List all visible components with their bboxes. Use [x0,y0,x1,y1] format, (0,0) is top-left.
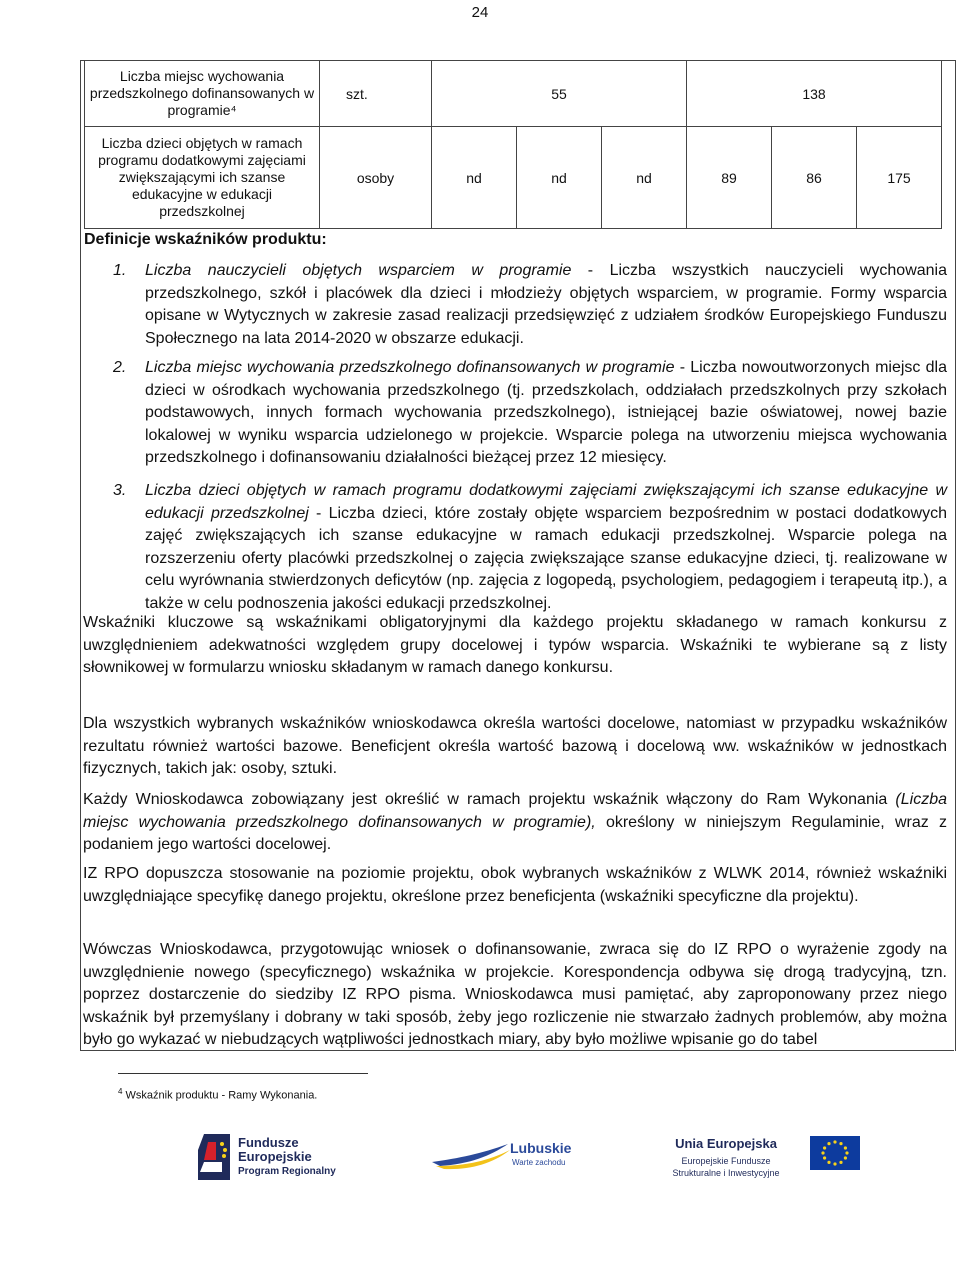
value-cell: 175 [857,127,942,229]
definition-text: - Liczba wszystkich nauczycieli wychowania przedszkolnego, szkół i placówek dla dzieci i młodzieży objętych wsparciem, w programie. Formy wsparcia opisane w Wytycznych w zakresie zasad realizacji przedsięwzięć z udziałem środków Europejskiego Funduszu Społecznego na lata 2014-2020 w obszarze edukacji. [145,262,948,347]
value-cell: 86 [772,127,857,229]
value-cell: nd [432,127,517,229]
fe-line1: Fundusze [238,1135,299,1150]
fe-line3: Program Regionalny [238,1166,336,1177]
definition-number: 1. [113,262,127,279]
footnote-rule [118,1073,368,1074]
indicator-label: Liczba dzieci objętych w ramach programu dodatkowymi zajęciami zwiększającymi ich szanse edukacyjne w edukacji przedszkolnej [85,127,320,229]
paragraph-text: określony w niniejszym Regulaminie, wraz z podaniem jego wartości docelowej. [83,813,947,853]
unit-cell: osoby [320,127,432,229]
definitions-title: Definicje wskaźników produktu: [84,231,327,248]
value-cell: nd [517,127,602,229]
footnote-text: Wskaźnik produktu - Ramy Wykonania. [122,1089,318,1102]
ue-line3: Strukturalne i Inwestycyjne [672,1168,780,1178]
fundusze-europejskie-emblem-icon [196,1132,232,1182]
value-cell: 55 [432,61,687,127]
ue-title: Unia Europejska [675,1136,777,1151]
paragraph-text: Każdy Wnioskodawca zobowiązany jest określić w ramach projektu wskaźnik włączony do Ram Wykonania [83,791,896,808]
paragraph-consent-request: Wówczas Wnioskodawca, przygotowując wniosek o dofinansowanie, zwraca się do IZ RPO o wyrażenie zgody na uwzględnienie nowego (specyficznego) wskaźnika w projekcie. Korespondencja odbywa się drogą tradycyjną, tzn. poprzez dostarczenie do siedziby IZ RPO pisma. Wnioskodawca musi pamiętać, aby zaproponowany przez niego wskaźnik był przemyślany i dobrany w taki sposób, żeby jego rozliczenie nie stwarzało żadnych problemów, aby można było go wykazać w niebudzących wątpliwości jednostkach miary, aby było możliwe wpisanie go do tabel [83,941,947,1048]
definition-text: - Liczba dzieci, które zostały objęte wsparciem bezpośrednim w postaci dodatkowych zajęć zwiększających ich szanse edukacyjne w ramach edukacji przedszkolnej. Wsparcie polega na rozszerzeniu oferty placówki przedszkolnej o zajęcia zwiększające szanse edukacyjne dzieci, tj. realizowane w celu wyrównania stwierdzonych deficytów (np. zajęcia z logopedą, psychologiem, pedagogiem i terapeutą itp.), a także w celu podnoszenia jakości edukacji przedszkolnej. [145,504,947,612]
value-cell: 138 [687,61,942,127]
definition-number: 2. [113,359,127,376]
lubuskie-tagline: Warte zachodu [512,1158,566,1167]
definition-text: - Liczba nowoutworzonych miejsc dla dzieci w ośrodkach wychowania przedszkolnego (tj. przedszkolach, oddziałach przedszkolnych przy szkołach podstawowych, innych formach wychowania przedszkolnego), istniejącej bazie oświatowej, nowej bazie lokalowej w wyniku wsparcia udzielonego w projekcie. Wsparcie polega na utworzeniu miejsca wychowania przedszkolnego i dofinansowaniu działalności bieżącej przez 12 miesięcy. [145,359,947,466]
eu-flag-icon [810,1136,860,1170]
funding-logos [0,1128,960,1188]
definition-term: Liczba nauczycieli objętych wsparciem w programie [145,262,572,279]
paragraph-key-indicators: Wskaźniki kluczowe są wskaźnikami obligatoryjnymi dla każdego projektu składanego w ramach konkursu z uwzględnieniem adekwatności względem grupy docelowej i typów wsparcia. Wskaźniki te wybierane są z listy słownikowej w formularzu wniosku składanym w ramach danego konkursu. [83,614,947,676]
value-cell: 89 [687,127,772,229]
fe-line2: Europejskie [238,1149,312,1164]
fundusze-europejskie-logo [196,1132,336,1187]
footnote-marker: 4 [118,1087,123,1096]
paragraph-italic-text: (Liczba miejsc wychowania przedszkolnego dofinansowanych w programie), [83,791,947,831]
paragraph-performance-framework [83,789,947,857]
unit-cell: szt. [320,61,432,127]
definition-number: 3. [113,482,127,499]
table-row [85,61,942,127]
definition-item [113,357,947,470]
definition-item [113,480,947,615]
footnote [118,1087,317,1102]
paragraph-target-values: Dla wszystkich wybranych wskaźników wnioskodawca określa wartości docelowe, natomiast w przypadku wskaźników rezultatu również wartości bazowe. Beneficjent określa wartość bazową i docelową ww. wskaźników w jednostkach fizycznych, takich jak: osoby, sztuki. [83,715,947,777]
table-row [85,127,942,229]
definition-term: Liczba miejsc wychowania przedszkolnego dofinansowanych w programie [145,359,675,376]
paragraph-specific-indicators: IZ RPO dopuszcza stosowanie na poziomie projektu, obok wybranych wskaźników z WLWK 2014, również wskaźniki uwzględniające specyfikę danego projektu, określone przez beneficjenta (wskaźniki specyficzne dla projektu). [83,865,947,905]
lubuskie-logo [430,1136,570,1181]
page-number: 24 [471,4,489,21]
value-cell: nd [602,127,687,229]
indicators-table [84,60,942,229]
lubuskie-name: Lubuskie [510,1140,572,1156]
indicator-label: Liczba miejsc wychowania przedszkolnego dofinansowanych w programie⁴ [85,61,320,127]
definition-term: Liczba dzieci objętych w ramach programu dodatkowymi zajęciami zwiększającymi ich szanse edukacyjne w edukacji przedszkolnej [145,482,947,522]
ue-line2: Europejskie Fundusze [681,1156,771,1166]
definition-item [113,260,947,350]
